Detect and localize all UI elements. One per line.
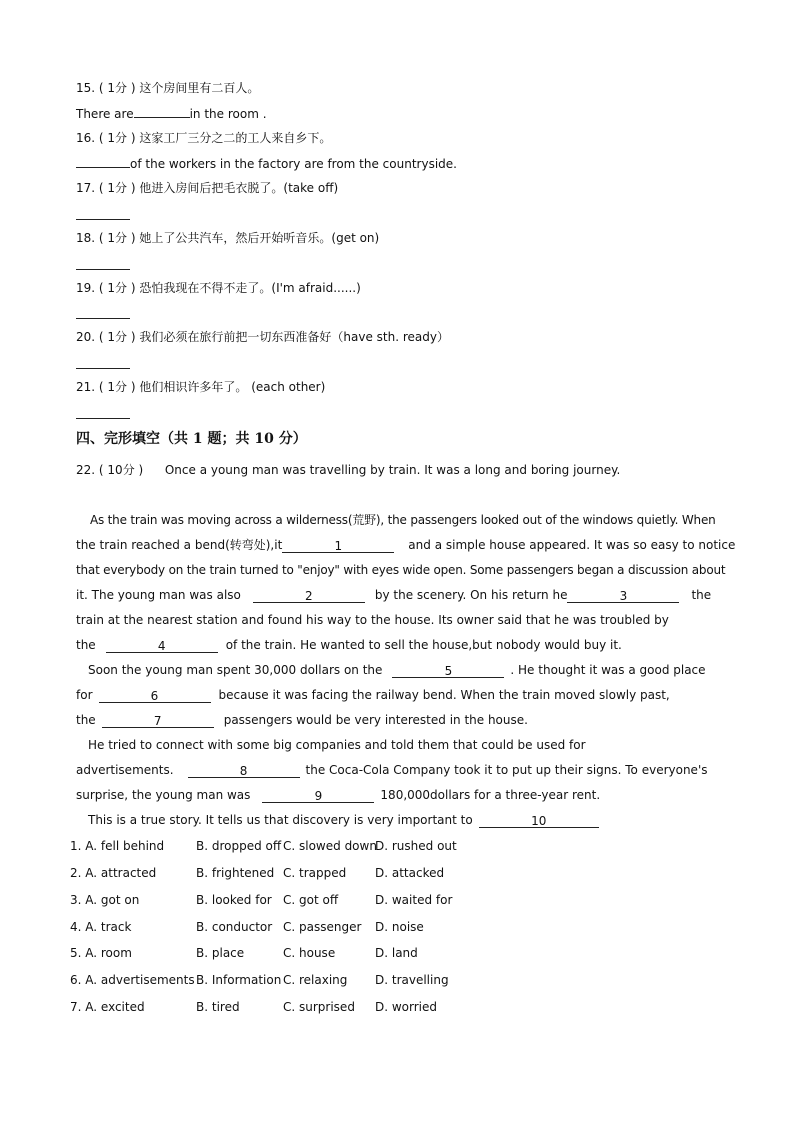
option-a[interactable]: 6. A. advertisements xyxy=(70,973,195,987)
question-score: ( 10分 ) xyxy=(98,463,144,477)
blank-number: 1 xyxy=(334,539,343,553)
question-chinese: 这家工厂三分之二的工人来自乡下。 xyxy=(139,131,332,145)
question-number: 16. xyxy=(76,131,96,145)
answer-blank[interactable] xyxy=(134,105,190,118)
option-d[interactable]: D. attacked xyxy=(375,866,445,880)
question-15-answer-line xyxy=(76,105,267,122)
option-c[interactable]: C. got off xyxy=(283,893,339,907)
option-b[interactable]: B. place xyxy=(196,946,245,960)
passage-line xyxy=(76,712,528,728)
option-a[interactable]: 1. A. fell behind xyxy=(70,839,165,853)
passage-text: and a simple house appeared. It was so easy to notice xyxy=(408,538,736,552)
passage-text: advertisements. xyxy=(76,763,174,777)
option-a[interactable]: 4. A. track xyxy=(70,920,132,934)
question-number: 15. xyxy=(76,81,96,95)
question-chinese: 她上了公共汽车，然后开始听音乐。(get on) xyxy=(139,231,380,245)
option-d[interactable]: D. worried xyxy=(375,1000,438,1014)
question-20-prompt xyxy=(76,329,449,345)
question-chinese: 我们必须在旅行前把一切东西准备好（have sth. ready） xyxy=(139,330,449,344)
passage-line xyxy=(76,762,708,778)
question-21-prompt xyxy=(76,379,325,395)
cloze-blank-4[interactable] xyxy=(106,638,218,653)
answer-prefix: There are xyxy=(76,107,134,121)
passage-line xyxy=(76,537,735,553)
question-score: ( 1分 ) xyxy=(98,231,136,245)
cloze-blank-8[interactable] xyxy=(188,763,300,778)
option-b[interactable]: B. dropped off xyxy=(196,839,282,853)
passage-text: Soon the young man spent 30,000 dollars on the xyxy=(88,663,383,677)
passage-line xyxy=(76,587,711,603)
cloze-blank-6[interactable] xyxy=(99,688,211,703)
passage-text: of the train. He wanted to sell the house,but nobody would buy it. xyxy=(225,638,622,652)
passage-line: As the train was moving across a wilderness(荒野), the passengers looked out of the windows quietly. When xyxy=(90,513,716,527)
option-c[interactable]: C. slowed down xyxy=(283,839,377,853)
question-chinese: 恐怕我现在不得不走了。(I'm afraid......) xyxy=(139,281,361,295)
option-a[interactable]: 2. A. attracted xyxy=(70,866,157,880)
question-score: ( 1分 ) xyxy=(98,81,136,95)
passage-line: that everybody on the train turned to "enjoy" with eyes wide open. Some passengers began a discussion about xyxy=(76,563,726,577)
question-score: ( 1分 ) xyxy=(98,131,136,145)
question-16-prompt xyxy=(76,130,331,146)
question-17-prompt xyxy=(76,180,338,196)
cloze-blank-7[interactable] xyxy=(102,713,214,728)
passage-text: . He thought it was a good place xyxy=(510,663,706,677)
option-a[interactable]: 5. A. room xyxy=(70,946,132,960)
question-score: ( 1分 ) xyxy=(98,330,136,344)
option-b[interactable]: B. Information xyxy=(196,973,282,987)
cloze-blank-2[interactable] xyxy=(253,588,365,603)
question-number: 20. xyxy=(76,330,96,344)
answer-blank[interactable] xyxy=(76,155,130,168)
blank-number: 6 xyxy=(150,689,159,703)
question-score: ( 1分 ) xyxy=(98,281,136,295)
option-d[interactable]: D. waited for xyxy=(375,893,453,907)
cloze-blank-1[interactable] xyxy=(282,538,394,553)
answer-suffix: of the workers in the factory are from the countryside. xyxy=(130,157,457,171)
passage-text: because it was facing the railway bend. When the train moved slowly past, xyxy=(218,688,670,702)
blank-number: 9 xyxy=(314,789,323,803)
question-number: 18. xyxy=(76,231,96,245)
option-b[interactable]: B. frightened xyxy=(196,866,275,880)
passage-text: the xyxy=(76,638,96,652)
cloze-blank-10[interactable] xyxy=(479,813,599,828)
passage-line: train at the nearest station and found his way to the house. Its owner said that he was troubled by xyxy=(76,613,669,627)
passage-text: the xyxy=(76,713,96,727)
blank-number: 5 xyxy=(444,664,453,678)
blank-number: 10 xyxy=(531,814,547,828)
option-a[interactable]: 3. A. got on xyxy=(70,893,140,907)
question-19-answer-blank[interactable] xyxy=(76,318,130,319)
option-c[interactable]: C. passenger xyxy=(283,920,362,934)
blank-number: 8 xyxy=(239,764,248,778)
question-chinese: 他们相识许多年了。 (each other) xyxy=(139,380,326,394)
question-21-answer-blank[interactable] xyxy=(76,418,130,419)
question-15-prompt xyxy=(76,80,259,96)
option-d[interactable]: D. land xyxy=(375,946,418,960)
passage-line xyxy=(76,687,670,703)
section-title: 四、完形填空（共 1 题；共 10 分） xyxy=(76,431,307,447)
blank-number: 7 xyxy=(153,714,162,728)
question-chinese: 这个房间里有二百人。 xyxy=(139,81,260,95)
question-17-answer-blank[interactable] xyxy=(76,219,130,220)
passage-line xyxy=(88,812,599,828)
option-b[interactable]: B. looked for xyxy=(196,893,272,907)
question-number: 22. xyxy=(76,463,96,477)
cloze-blank-3[interactable] xyxy=(567,588,679,603)
question-number: 17. xyxy=(76,181,96,195)
passage-text: passengers would be very interested in the house. xyxy=(223,713,528,727)
passage-text: This is a true story. It tells us that discovery is very important to xyxy=(88,813,473,827)
option-b[interactable]: B. tired xyxy=(196,1000,240,1014)
passage-text: for xyxy=(76,688,93,702)
passage-text: the train reached a bend(转弯处),it xyxy=(76,538,283,552)
option-c[interactable]: C. trapped xyxy=(283,866,347,880)
question-intro: Once a young man was travelling by train. It was a long and boring journey. xyxy=(164,463,621,477)
option-c[interactable]: C. surprised xyxy=(283,1000,355,1014)
question-score: ( 1分 ) xyxy=(98,380,136,394)
question-number: 21. xyxy=(76,380,96,394)
blank-number: 2 xyxy=(305,589,313,603)
blank-number: 3 xyxy=(619,589,628,603)
passage-text: surprise, the young man was xyxy=(76,788,251,802)
option-b[interactable]: B. conductor xyxy=(196,920,273,934)
question-number: 19. xyxy=(76,281,96,295)
cloze-blank-9[interactable] xyxy=(262,788,374,803)
passage-text: the Coca-Cola Company took it to put up their signs. To everyone's xyxy=(305,763,708,777)
question-18-prompt xyxy=(76,230,379,246)
passage-text: by the scenery. On his return he xyxy=(374,588,568,602)
question-20-answer-blank[interactable] xyxy=(76,368,130,369)
option-d[interactable]: D. rushed out xyxy=(375,839,457,853)
question-22-header xyxy=(76,462,620,478)
blank-number: 4 xyxy=(157,639,166,653)
option-d[interactable]: D. travelling xyxy=(375,973,449,987)
question-16-answer-line xyxy=(76,155,457,172)
passage-line xyxy=(88,662,706,678)
option-a[interactable]: 7. A. excited xyxy=(70,1000,145,1014)
question-19-prompt xyxy=(76,280,361,296)
passage-line xyxy=(76,787,600,803)
option-c[interactable]: C. house xyxy=(283,946,336,960)
passage-line: He tried to connect with some big companies and told them that could be used for xyxy=(88,738,586,752)
passage-line xyxy=(76,637,622,653)
question-chinese: 他进入房间后把毛衣脱了。(take off) xyxy=(139,181,339,195)
passage-text: it. The young man was also xyxy=(76,588,241,602)
answer-suffix: in the room . xyxy=(189,107,267,121)
option-c[interactable]: C. relaxing xyxy=(283,973,348,987)
passage-text: the xyxy=(691,588,712,602)
question-score: ( 1分 ) xyxy=(98,181,136,195)
option-d[interactable]: D. noise xyxy=(375,920,424,934)
passage-text: 180,000dollars for a three-year rent. xyxy=(380,788,601,802)
cloze-blank-5[interactable] xyxy=(392,663,504,678)
question-18-answer-blank[interactable] xyxy=(76,269,130,270)
